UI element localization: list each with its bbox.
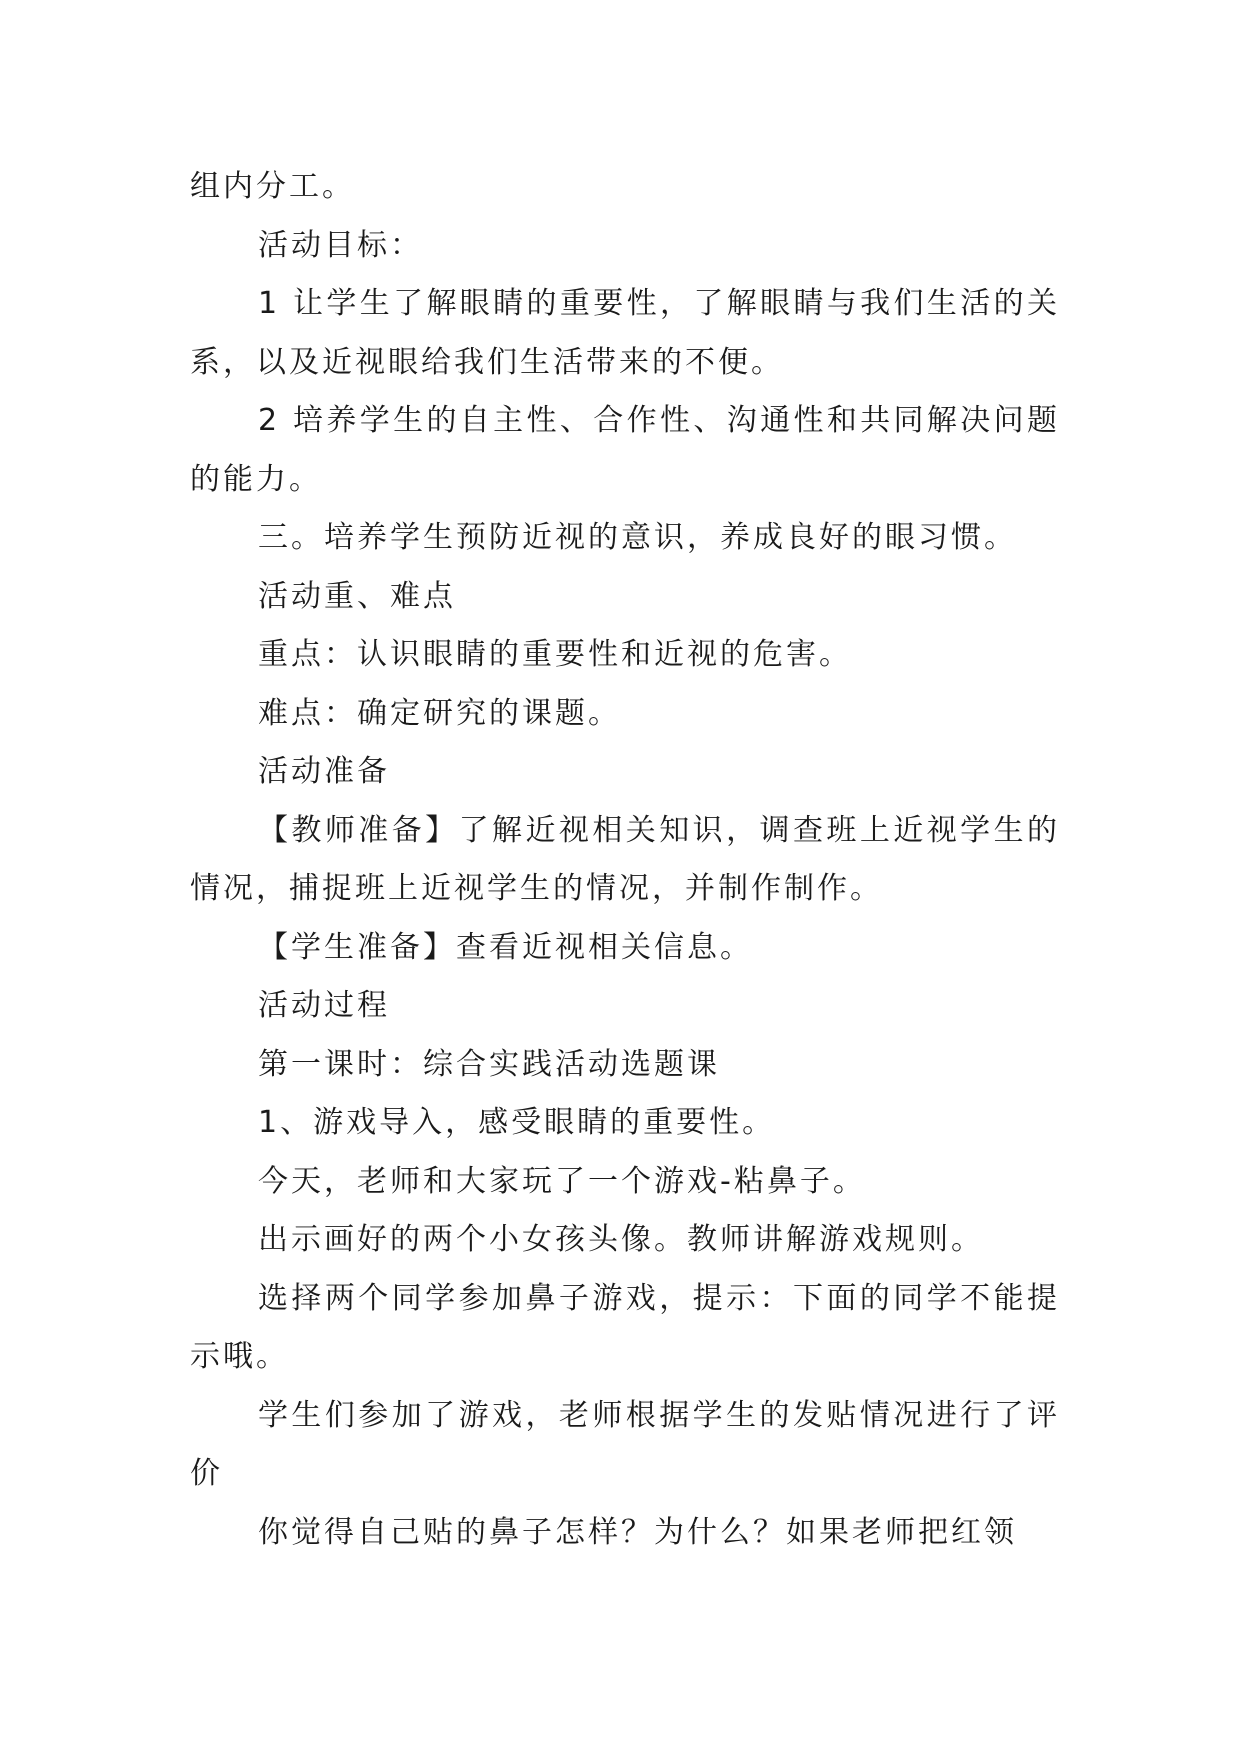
paragraph-process-heading: 活动过程 [258, 988, 390, 1023]
paragraph-choose-students: 选择两个同学参加鼻子游戏，提示：下面的同学不能提示哦。 [190, 1280, 1060, 1374]
paragraph-student-preparation: 【学生准备】查看近视相关信息。 [258, 929, 753, 965]
paragraph-game-intro: 今天，老师和大家玩了一个游戏-粘鼻子。 [258, 1163, 866, 1199]
paragraph-students-play: 学生们参加了游戏，老师根据学生的发贴情况进行了评价 [190, 1397, 1060, 1491]
paragraph-goal-3: 三。培养学生预防近视的意识，养成良好的眼习惯。 [258, 520, 1017, 555]
paragraph-difficulty: 难点：确定研究的课题。 [258, 695, 621, 731]
paragraph-goal-1: 1 让学生了解眼睛的重要性，了解眼睛与我们生活的关系，以及近视眼给我们生活带来的不便。 [190, 286, 1060, 380]
paragraph-teacher-preparation: 【教师准备】了解近视相关知识，调查班上近视学生的情况，捕捉班上近视学生的情况，并制作制作。 [190, 812, 1060, 906]
paragraph-goal-2: 2 培养学生的自主性、合作性、沟通性和共同解决问题的能力。 [190, 403, 1060, 497]
paragraph-lesson-one-heading: 第一课时：综合实践活动选题课 [258, 1046, 720, 1082]
paragraph-step-1: 1、游戏导入，感受眼睛的重要性。 [258, 1105, 776, 1140]
paragraph-show-portraits: 出示画好的两个小女孩头像。教师讲解游戏规则。 [258, 1222, 984, 1257]
paragraph-key-point: 重点：认识眼睛的重要性和近视的危害。 [258, 637, 852, 672]
paragraph-question: 你觉得自己贴的鼻子怎样？为什么？如果老师把红领 [258, 1514, 1017, 1550]
document-body [190, 158, 1060, 1562]
paragraph-activity-goals-heading: 活动目标： [258, 227, 423, 263]
paragraph-continuation: 组内分工。 [190, 169, 355, 204]
paragraph-key-points-heading: 活动重、难点 [258, 578, 456, 614]
paragraph-preparation-heading: 活动准备 [258, 754, 390, 789]
